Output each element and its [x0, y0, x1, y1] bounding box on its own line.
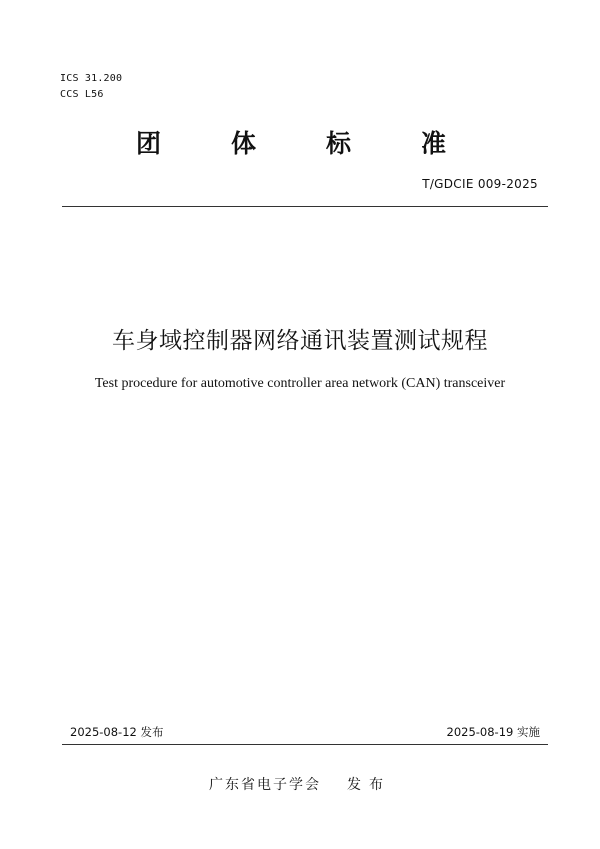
ics-code: ICS 31.200: [60, 73, 123, 84]
ccs-code: CCS L56: [60, 89, 104, 100]
bottom-divider: [62, 744, 548, 745]
publisher-org: 广东省电子学会: [209, 777, 321, 793]
issue-date: 2025-08-12 发布: [70, 725, 164, 739]
title-english: Test procedure for automotive controller area network (CAN) transceiver: [94, 376, 506, 391]
top-divider: [62, 206, 548, 207]
title-chinese: 车身域控制器网络通讯装置测试规程: [112, 328, 488, 354]
document-type-heading: [136, 122, 446, 162]
doc-type-char: 准: [420, 129, 446, 158]
doc-type-char: 体: [230, 129, 256, 158]
implementation-date: 2025-08-19 实施: [446, 725, 540, 739]
standard-number: T/GDCIE 009-2025: [422, 177, 538, 191]
doc-type-char: 团: [136, 129, 162, 158]
publisher-action: 发布: [347, 777, 391, 793]
doc-type-char: 标: [325, 129, 351, 158]
publisher-line: [0, 774, 600, 794]
